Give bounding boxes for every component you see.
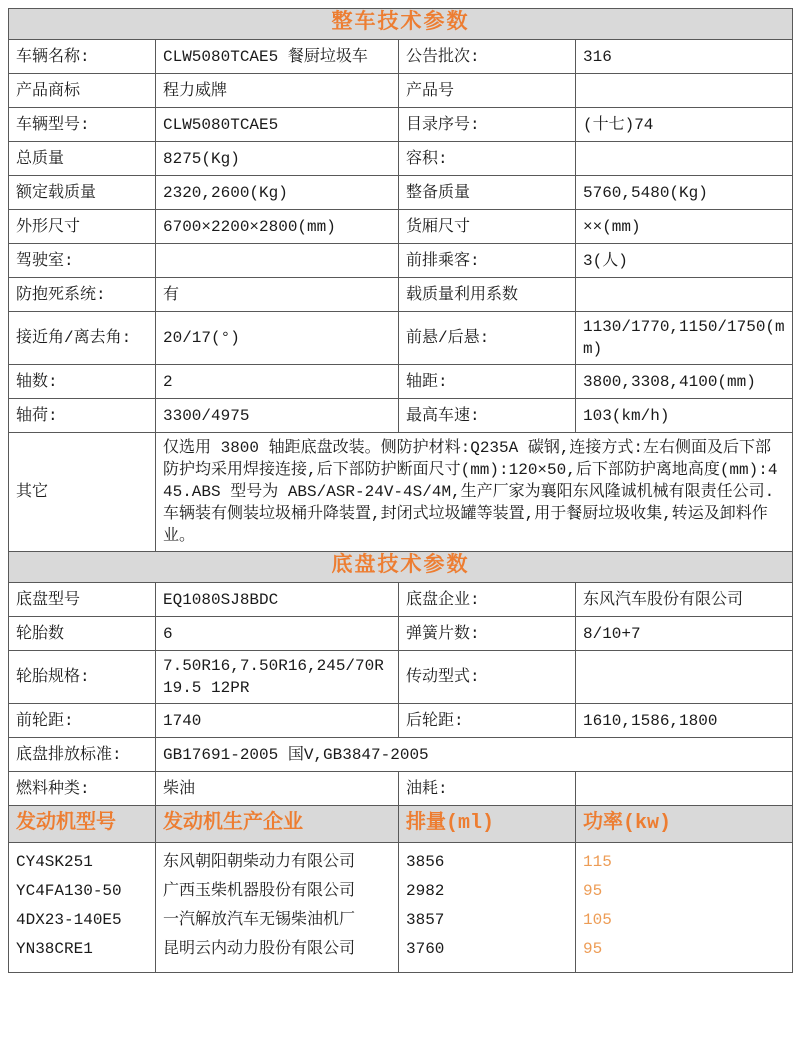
row-value: 8275(Kg) <box>156 142 399 176</box>
row-value: 柴油 <box>156 772 399 806</box>
row-value: 2320,2600(Kg) <box>156 176 399 210</box>
row-label: 传动型式: <box>399 651 576 704</box>
row-value <box>576 278 793 312</box>
row-value <box>156 244 399 278</box>
row-value: ××(mm) <box>576 210 793 244</box>
row-value <box>576 142 793 176</box>
row-value: 1740 <box>156 704 399 738</box>
row-value: 5760,5480(Kg) <box>576 176 793 210</box>
table-row <box>9 40 793 74</box>
row-value: 3300/4975 <box>156 399 399 433</box>
engine-displacement: 3856 <box>406 853 445 871</box>
section-title-chassis: 底盘技术参数 <box>9 552 793 583</box>
engine-model: YN38CRE1 <box>16 940 93 958</box>
row-value: 程力威牌 <box>156 74 399 108</box>
row-value: 有 <box>156 278 399 312</box>
emission-standard-value: GB17691-2005 国V,GB3847-2005 <box>156 738 793 772</box>
engine-manufacturer-column <box>156 843 399 973</box>
engine-power: 105 <box>583 911 612 929</box>
row-value: (十七)74 <box>576 108 793 142</box>
row-value: 1610,1586,1800 <box>576 704 793 738</box>
row-label: 目录序号: <box>399 108 576 142</box>
row-label: 额定载质量 <box>9 176 156 210</box>
table-row <box>9 312 793 365</box>
engine-model: 4DX23-140E5 <box>16 911 122 929</box>
engine-model: YC4FA130-50 <box>16 882 122 900</box>
row-label: 轮胎数 <box>9 617 156 651</box>
table-row <box>9 278 793 312</box>
row-label: 驾驶室: <box>9 244 156 278</box>
table-row <box>9 772 793 806</box>
row-label: 产品号 <box>399 74 576 108</box>
row-label: 前轮距: <box>9 704 156 738</box>
row-label: 容积: <box>399 142 576 176</box>
table-row <box>9 651 793 704</box>
table-row-emission <box>9 738 793 772</box>
row-label: 底盘型号 <box>9 583 156 617</box>
row-value: 7.50R16,7.50R16,245/70R19.5 12PR <box>156 651 399 704</box>
row-value <box>576 651 793 704</box>
row-value: 3(人) <box>576 244 793 278</box>
vehicle-spec-table <box>8 8 793 973</box>
engine-header-model: 发动机型号 <box>9 806 156 843</box>
row-label: 车辆名称: <box>9 40 156 74</box>
row-value: 2 <box>156 365 399 399</box>
engine-table-body <box>9 843 793 973</box>
row-label: 燃料种类: <box>9 772 156 806</box>
row-value: 3800,3308,4100(mm) <box>576 365 793 399</box>
row-label: 公告批次: <box>399 40 576 74</box>
row-label: 前悬/后悬: <box>399 312 576 365</box>
row-label: 轴距: <box>399 365 576 399</box>
table-row <box>9 617 793 651</box>
engine-manufacturer: 昆明云内动力股份有限公司 <box>163 940 356 958</box>
row-value: 1130/1770,1150/1750(mm) <box>576 312 793 365</box>
row-label: 最高车速: <box>399 399 576 433</box>
table-row <box>9 210 793 244</box>
row-label: 油耗: <box>399 772 576 806</box>
engine-manufacturer: 广西玉柴机器股份有限公司 <box>163 882 356 900</box>
section-title-vehicle: 整车技术参数 <box>9 9 793 40</box>
row-value <box>576 772 793 806</box>
row-value: 6 <box>156 617 399 651</box>
row-value: 东风汽车股份有限公司 <box>576 583 793 617</box>
engine-model-column <box>9 843 156 973</box>
row-label: 轴荷: <box>9 399 156 433</box>
row-value <box>576 74 793 108</box>
section-chassis-params <box>9 552 793 583</box>
engine-power: 95 <box>583 882 603 900</box>
engine-power-column <box>576 843 793 973</box>
engine-manufacturer: 东风朝阳朝柴动力有限公司 <box>163 853 356 871</box>
row-label: 底盘排放标准: <box>9 738 156 772</box>
row-label: 接近角/离去角: <box>9 312 156 365</box>
row-label: 后轮距: <box>399 704 576 738</box>
section-vehicle-params <box>9 9 793 40</box>
row-value: 20/17(°) <box>156 312 399 365</box>
row-label: 底盘企业: <box>399 583 576 617</box>
engine-header-power: 功率(kw) <box>576 806 793 843</box>
engine-power: 95 <box>583 940 603 958</box>
engine-displacement: 3857 <box>406 911 445 929</box>
table-row <box>9 142 793 176</box>
engine-table-header <box>9 806 793 843</box>
row-label: 车辆型号: <box>9 108 156 142</box>
row-value: 316 <box>576 40 793 74</box>
table-row <box>9 365 793 399</box>
row-label: 防抱死系统: <box>9 278 156 312</box>
engine-displacement: 3760 <box>406 940 445 958</box>
engine-manufacturer: 一汽解放汽车无锡柴油机厂 <box>163 911 356 929</box>
table-row <box>9 583 793 617</box>
engine-model: CY4SK251 <box>16 853 93 871</box>
row-label: 弹簧片数: <box>399 617 576 651</box>
row-value: EQ1080SJ8BDC <box>156 583 399 617</box>
other-notes-text: 仅选用 3800 轴距底盘改装。侧防护材料:Q235A 碳钢,连接方式:左右侧面及后下部防护均采用焊接连接,后下部防护断面尺寸(mm):120×50,后下部防护离地高度(mm):445.ABS 型号为 ABS/ASR-24V-4S/4M,生产厂家为襄阳东风隆诚机械有限责任公司.车辆装有侧装垃圾桶升降装置,封闭式垃圾罐等装置,用于餐厨垃圾收集,转运及卸料作业。 <box>156 433 793 552</box>
row-label: 总质量 <box>9 142 156 176</box>
row-label: 产品商标 <box>9 74 156 108</box>
engine-displacement: 2982 <box>406 882 445 900</box>
row-label: 整备质量 <box>399 176 576 210</box>
table-row <box>9 176 793 210</box>
table-row <box>9 108 793 142</box>
table-row <box>9 244 793 278</box>
row-label: 货厢尺寸 <box>399 210 576 244</box>
row-label: 载质量利用系数 <box>399 278 576 312</box>
table-row <box>9 74 793 108</box>
row-label: 外形尺寸 <box>9 210 156 244</box>
row-label: 轴数: <box>9 365 156 399</box>
row-label: 前排乘客: <box>399 244 576 278</box>
table-row <box>9 399 793 433</box>
row-value: 8/10+7 <box>576 617 793 651</box>
table-row <box>9 704 793 738</box>
row-value: 6700×2200×2800(mm) <box>156 210 399 244</box>
row-label: 轮胎规格: <box>9 651 156 704</box>
engine-power: 115 <box>583 853 612 871</box>
engine-header-manufacturer: 发动机生产企业 <box>156 806 399 843</box>
row-value: CLW5080TCAE5 <box>156 108 399 142</box>
row-value: CLW5080TCAE5 餐厨垃圾车 <box>156 40 399 74</box>
engine-displacement-column <box>399 843 576 973</box>
table-row-other <box>9 433 793 552</box>
row-value: 103(km/h) <box>576 399 793 433</box>
row-label: 其它 <box>9 433 156 552</box>
engine-header-displacement: 排量(ml) <box>399 806 576 843</box>
